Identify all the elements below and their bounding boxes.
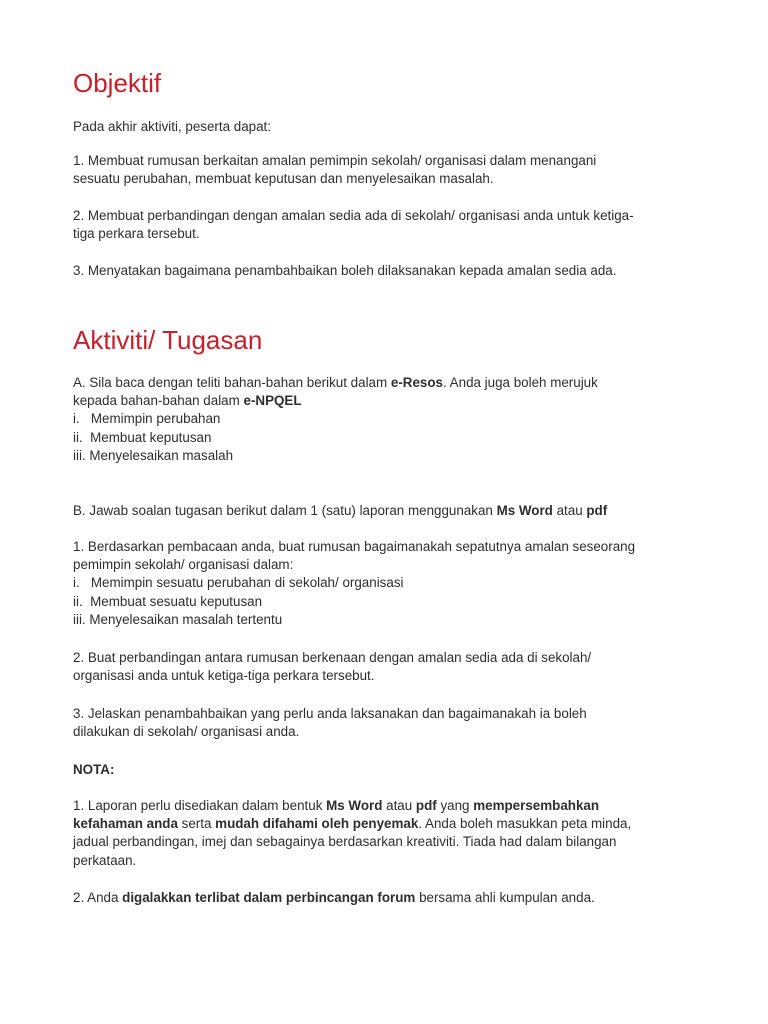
nota-item-1	[73, 797, 703, 870]
objektif-item-2-line-2: tiga perkara tersebut.	[73, 226, 200, 242]
nota-label: NOTA:	[73, 762, 115, 777]
question-1-list-item: ii. Membuat sesuatu keputusan	[73, 593, 263, 609]
part-b-instruction: B. Jawab soalan tugasan berikut dalam 1 (satu) laporan menggunakan Ms Word atau pdf	[73, 503, 608, 518]
nota-1-line-3: jadual perbandingan, imej dan sebagainya berdasarkan kreativiti. Tiada had dalam bilangan	[73, 834, 617, 850]
part-a-list-item: i. Memimpin perubahan	[73, 411, 221, 427]
e-resos-label: e-Resos	[390, 375, 443, 390]
question-1-list-item: iii. Menyelesaikan masalah tertentu	[73, 611, 283, 627]
objektif-intro: Pada akhir aktiviti, peserta dapat:	[73, 119, 271, 134]
question-3-line-1: 3. Jelaskan penambahbaikan yang perlu anda laksanakan dan bagaimanakah ia boleh	[73, 706, 587, 721]
part-a-list-item: iii. Menyelesaikan masalah	[73, 447, 234, 463]
objektif-item-1-line-1: 1. Membuat rumusan berkaitan amalan pemimpin sekolah/ organisasi dalam menangani	[73, 153, 597, 168]
pdf-label: pdf	[586, 503, 608, 518]
question-1-list-item: i. Memimpin sesuatu perubahan di sekolah/ organisasi	[73, 575, 404, 591]
part-b-question-1	[73, 538, 703, 629]
nota-1-line-2: kefahaman anda serta mudah difahami oleh penyemak. Anda boleh masukkan peta minda,	[73, 816, 632, 832]
objektif-item-2-line-1: 2. Membuat perbandingan dengan amalan sedia ada di sekolah/ organisasi anda untuk ketiga-	[73, 208, 634, 223]
question-2-line-2: organisasi anda untuk ketiga-tiga perkara tersebut.	[73, 668, 375, 684]
nota-item-2: 2. Anda digalakkan terlibat dalam perbincangan forum bersama ahli kumpulan anda.	[73, 890, 595, 905]
part-a-list-item: ii. Membuat keputusan	[73, 429, 212, 445]
question-1-line-1: 1. Berdasarkan pembacaan anda, buat rumusan bagaimanakah sepatutnya amalan seseorang	[73, 539, 636, 554]
e-npqel-label: e-NPQEL	[243, 393, 302, 409]
question-2-line-1: 2. Buat perbandingan antara rumusan berkenaan dengan amalan sedia ada di sekolah/	[73, 650, 592, 665]
nota-1-line-4: perkataan.	[73, 852, 137, 868]
part-a-line-2: kepada bahan-bahan dalam e-NPQEL	[73, 393, 302, 409]
question-3-line-2: dilakukan di sekolah/ organisasi anda.	[73, 724, 300, 740]
ms-word-label: Ms Word	[496, 503, 553, 518]
part-b-question-3	[73, 705, 703, 741]
objektif-item-1-line-2: sesuatu perubahan, membuat keputusan dan menyelesaikan masalah.	[73, 171, 494, 187]
part-a-line-1: A. Sila baca dengan teliti bahan-bahan berikut dalam e-Resos. Anda juga boleh merujuk	[73, 375, 598, 390]
objektif-item-2	[73, 207, 703, 243]
part-a-instruction	[73, 374, 703, 465]
nota-1-line-1: 1. Laporan perlu disediakan dalam bentuk Ms Word atau pdf yang mempersembahkan	[73, 798, 600, 813]
objektif-item-1	[73, 152, 703, 188]
question-1-line-2: pemimpin sekolah/ organisasi dalam:	[73, 557, 294, 573]
part-b-question-2	[73, 649, 703, 685]
objektif-heading: Objektif	[73, 68, 162, 98]
aktiviti-heading: Aktiviti/ Tugasan	[73, 325, 263, 355]
objektif-item-3: 3. Menyatakan bagaimana penambahbaikan boleh dilaksanakan kepada amalan sedia ada.	[73, 263, 617, 278]
